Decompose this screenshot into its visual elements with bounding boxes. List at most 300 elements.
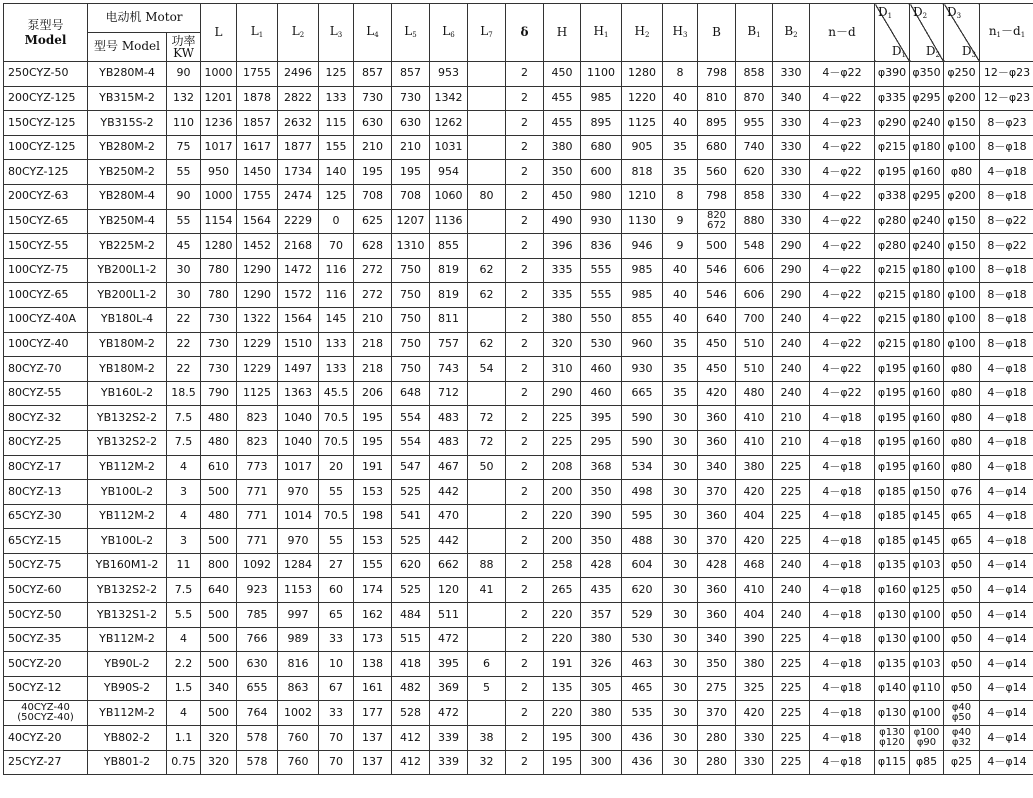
cell-H2: 529 [622, 603, 663, 628]
cell-L2: 997 [278, 603, 319, 628]
cell-H3: 30 [663, 406, 698, 431]
cell-L: 790 [201, 381, 237, 406]
cell-L7 [468, 111, 506, 136]
cell-L: 730 [201, 332, 237, 357]
cell-L: 500 [201, 701, 237, 726]
cell-L4: 210 [354, 135, 392, 160]
col-D1-header: $D_1$ $D_1$ [875, 4, 910, 62]
cell-L3: 70 [319, 726, 354, 751]
cell-motor-model: YB180M-2 [88, 357, 167, 382]
cell-D1: φ280 [875, 234, 910, 259]
col-delta-header: δ [506, 4, 544, 62]
cell-H: 455 [544, 111, 581, 136]
cell-H1: 980 [581, 184, 622, 209]
cell-delta: 2 [506, 430, 544, 455]
cell-L6: 954 [430, 160, 468, 185]
col-D3-header: $D_3$ $D_3$ [944, 4, 980, 62]
cell-L1: 771 [237, 480, 278, 505]
cell-L: 500 [201, 652, 237, 677]
cell-D1: φ185 [875, 504, 910, 529]
cell-delta: 2 [506, 381, 544, 406]
cell-motor-model: YB225M-2 [88, 234, 167, 259]
cell-motor-model: YB315M-2 [88, 86, 167, 111]
cell-power-kw: 11 [167, 553, 201, 578]
cell-motor-model: YB132S2-2 [88, 578, 167, 603]
cell-L3: 133 [319, 332, 354, 357]
cell-delta: 2 [506, 258, 544, 283]
cell-L7: 80 [468, 184, 506, 209]
cell-n1-d1: 8－φ18 [980, 258, 1033, 283]
cell-B: 350 [698, 652, 736, 677]
cell-L2: 1363 [278, 381, 319, 406]
cell-L4: 138 [354, 652, 392, 677]
cell-delta: 2 [506, 86, 544, 111]
cell-L1: 771 [237, 529, 278, 554]
cell-H: 380 [544, 307, 581, 332]
cell-L: 1000 [201, 184, 237, 209]
table-row [4, 381, 1033, 406]
cell-motor-model: YB200L1-2 [88, 283, 167, 308]
cell-pump-model: 200CYZ-125 [4, 86, 88, 111]
cell-D3: φ100 [944, 283, 980, 308]
cell-D3: φ80 [944, 357, 980, 382]
cell-H: 320 [544, 332, 581, 357]
cell-L7: 72 [468, 430, 506, 455]
cell-H: 258 [544, 553, 581, 578]
cell-L2: 2168 [278, 234, 319, 259]
cell-H1: 380 [581, 627, 622, 652]
cell-B1: 380 [736, 652, 773, 677]
cell-pump-model: 50CYZ-50 [4, 603, 88, 628]
cell-L5: 412 [392, 726, 430, 751]
cell-n-d: 4－φ22 [810, 184, 875, 209]
cell-H3: 30 [663, 603, 698, 628]
cell-H3: 30 [663, 750, 698, 775]
cell-B1: 410 [736, 430, 773, 455]
cell-B: 360 [698, 504, 736, 529]
cell-D3: φ65 [944, 504, 980, 529]
cell-L2: 1472 [278, 258, 319, 283]
cell-H1: 326 [581, 652, 622, 677]
cell-L5: 1207 [392, 209, 430, 234]
cell-H3: 35 [663, 135, 698, 160]
cell-B: 280 [698, 726, 736, 751]
cell-L7 [468, 627, 506, 652]
cell-L4: 206 [354, 381, 392, 406]
cell-L7: 32 [468, 750, 506, 775]
cell-L2: 1284 [278, 553, 319, 578]
cell-D2: φ100 [910, 627, 944, 652]
cell-L5: 528 [392, 701, 430, 726]
cell-n-d: 4－φ18 [810, 455, 875, 480]
cell-H3: 40 [663, 86, 698, 111]
cell-L4: 191 [354, 455, 392, 480]
cell-L6: 120 [430, 578, 468, 603]
cell-n-d: 4－φ18 [810, 480, 875, 505]
cell-n-d: 4－φ22 [810, 307, 875, 332]
cell-motor-model: YB160L-2 [88, 381, 167, 406]
cell-D1: φ135 [875, 553, 910, 578]
cell-L4: 218 [354, 332, 392, 357]
cell-L2: 989 [278, 627, 319, 652]
cell-L5: 554 [392, 430, 430, 455]
cell-L: 640 [201, 578, 237, 603]
pump-spec-table [3, 3, 1033, 775]
cell-L1: 630 [237, 652, 278, 677]
cell-L: 1000 [201, 62, 237, 87]
cell-H1: 600 [581, 160, 622, 185]
spec-table-body [4, 62, 1033, 775]
cell-D1: φ160 [875, 578, 910, 603]
cell-B2: 225 [773, 701, 810, 726]
cell-H2: 960 [622, 332, 663, 357]
cell-L5: 195 [392, 160, 430, 185]
cell-L2: 2229 [278, 209, 319, 234]
cell-H1: 295 [581, 430, 622, 455]
cell-L6: 855 [430, 234, 468, 259]
cell-D1: φ195 [875, 406, 910, 431]
cell-delta: 2 [506, 726, 544, 751]
cell-B1: 325 [736, 676, 773, 701]
cell-n-d: 4－φ22 [810, 357, 875, 382]
cell-n-d: 4－φ18 [810, 529, 875, 554]
cell-H: 335 [544, 283, 581, 308]
cell-B2: 330 [773, 160, 810, 185]
cell-L3: 33 [319, 701, 354, 726]
cell-n1-d1: 8－φ18 [980, 283, 1033, 308]
cell-B2: 330 [773, 111, 810, 136]
col-L6-header: $L_6$ [430, 4, 468, 62]
cell-n-d: 4－φ18 [810, 430, 875, 455]
cell-n1-d1: 4－φ14 [980, 553, 1033, 578]
cell-D1: φ195 [875, 160, 910, 185]
cell-L3: 70 [319, 750, 354, 775]
col-H-header: H [544, 4, 581, 62]
cell-delta: 2 [506, 455, 544, 480]
cell-B: 895 [698, 111, 736, 136]
cell-n1-d1: 8－φ22 [980, 209, 1033, 234]
cell-pump-model: 25CYZ-27 [4, 750, 88, 775]
cell-L2: 2496 [278, 62, 319, 87]
cell-n1-d1: 4－φ18 [980, 357, 1033, 382]
cell-B2: 240 [773, 578, 810, 603]
col-H2-header: $H_2$ [622, 4, 663, 62]
cell-D3: φ150 [944, 111, 980, 136]
col-L2-header: $L_2$ [278, 4, 319, 62]
motor-model-header: 型号 Model [88, 33, 167, 62]
table-row [4, 455, 1033, 480]
cell-L3: 20 [319, 455, 354, 480]
cell-L1: 578 [237, 750, 278, 775]
cell-D2: φ145 [910, 529, 944, 554]
cell-L: 320 [201, 750, 237, 775]
cell-D3: φ100 [944, 135, 980, 160]
cell-L6: 442 [430, 480, 468, 505]
table-row [4, 603, 1033, 628]
cell-L7 [468, 480, 506, 505]
cell-D3: φ50 [944, 676, 980, 701]
cell-D3: φ80 [944, 406, 980, 431]
cell-B2: 225 [773, 480, 810, 505]
cell-power-kw: 4 [167, 455, 201, 480]
cell-motor-model: YB280M-2 [88, 135, 167, 160]
cell-L7 [468, 603, 506, 628]
cell-B1: 880 [736, 209, 773, 234]
cell-H2: 488 [622, 529, 663, 554]
cell-B1: 404 [736, 603, 773, 628]
cell-n1-d1: 4－φ14 [980, 627, 1033, 652]
cell-L: 480 [201, 504, 237, 529]
cell-H1: 1100 [581, 62, 622, 87]
cell-B2: 330 [773, 209, 810, 234]
cell-B2: 240 [773, 381, 810, 406]
cell-L5: 515 [392, 627, 430, 652]
cell-H3: 35 [663, 381, 698, 406]
cell-motor-model: YB802-2 [88, 726, 167, 751]
table-row [4, 307, 1033, 332]
cell-L7: 62 [468, 332, 506, 357]
cell-B2: 340 [773, 86, 810, 111]
cell-motor-model: YB180L-4 [88, 307, 167, 332]
cell-L4: 137 [354, 726, 392, 751]
cell-B1: 420 [736, 529, 773, 554]
cell-B2: 240 [773, 332, 810, 357]
cell-B1: 740 [736, 135, 773, 160]
cell-delta: 2 [506, 553, 544, 578]
cell-L2: 2474 [278, 184, 319, 209]
cell-L1: 1290 [237, 283, 278, 308]
cell-L3: 33 [319, 627, 354, 652]
cell-delta: 2 [506, 62, 544, 87]
cell-power-kw: 0.75 [167, 750, 201, 775]
cell-power-kw: 18.5 [167, 381, 201, 406]
cell-B: 275 [698, 676, 736, 701]
cell-H1: 985 [581, 86, 622, 111]
col-nd-header: n－d [810, 4, 875, 62]
cell-L3: 115 [319, 111, 354, 136]
cell-n-d: 4－φ22 [810, 234, 875, 259]
cell-D3: φ100 [944, 307, 980, 332]
cell-n1-d1: 4－φ14 [980, 701, 1033, 726]
cell-L5: 482 [392, 676, 430, 701]
cell-B1: 700 [736, 307, 773, 332]
cell-B1: 480 [736, 381, 773, 406]
cell-H: 450 [544, 184, 581, 209]
cell-D3: φ250 [944, 62, 980, 87]
cell-n-d: 4－φ22 [810, 86, 875, 111]
cell-B1: 620 [736, 160, 773, 185]
cell-n1-d1: 4－φ18 [980, 406, 1033, 431]
cell-L5: 525 [392, 480, 430, 505]
cell-motor-model: YB160M1-2 [88, 553, 167, 578]
cell-B: 360 [698, 406, 736, 431]
cell-D3: φ80 [944, 430, 980, 455]
cell-L6: 511 [430, 603, 468, 628]
cell-B: 810 [698, 86, 736, 111]
cell-n1-d1: 4－φ14 [980, 726, 1033, 751]
cell-D2: φ150 [910, 480, 944, 505]
cell-L4: 730 [354, 86, 392, 111]
cell-D2: φ103 [910, 652, 944, 677]
cell-L3: 145 [319, 307, 354, 332]
cell-D3: φ200 [944, 184, 980, 209]
cell-H: 350 [544, 160, 581, 185]
cell-H2: 463 [622, 652, 663, 677]
cell-B1: 410 [736, 578, 773, 603]
cell-pump-model: 50CYZ-20 [4, 652, 88, 677]
table-row [4, 184, 1033, 209]
cell-B2: 240 [773, 357, 810, 382]
cell-H1: 435 [581, 578, 622, 603]
cell-L4: 155 [354, 553, 392, 578]
cell-L6: 811 [430, 307, 468, 332]
cell-L5: 750 [392, 258, 430, 283]
cell-B1: 955 [736, 111, 773, 136]
cell-D1: φ195 [875, 455, 910, 480]
cell-power-kw: 30 [167, 283, 201, 308]
cell-L7 [468, 504, 506, 529]
cell-H1: 395 [581, 406, 622, 431]
cell-L3: 27 [319, 553, 354, 578]
cell-delta: 2 [506, 406, 544, 431]
cell-pump-model: 80CYZ-55 [4, 381, 88, 406]
cell-pump-model: 150CYZ-125 [4, 111, 88, 136]
cell-L2: 760 [278, 750, 319, 775]
cell-delta: 2 [506, 627, 544, 652]
cell-pump-model: 250CYZ-50 [4, 62, 88, 87]
cell-L1: 764 [237, 701, 278, 726]
cell-L3: 70 [319, 234, 354, 259]
cell-H1: 300 [581, 726, 622, 751]
cell-B2: 330 [773, 62, 810, 87]
cell-L3: 116 [319, 258, 354, 283]
cell-D3: φ25 [944, 750, 980, 775]
cell-B2: 225 [773, 750, 810, 775]
cell-L3: 155 [319, 135, 354, 160]
cell-B: 560 [698, 160, 736, 185]
col-B1-header: $B_1$ [736, 4, 773, 62]
cell-B: 360 [698, 603, 736, 628]
cell-power-kw: 2.2 [167, 652, 201, 677]
cell-L5: 210 [392, 135, 430, 160]
cell-n-d: 4－φ18 [810, 701, 875, 726]
cell-D2: φ160 [910, 430, 944, 455]
table-row [4, 111, 1033, 136]
cell-D3: φ50 [944, 652, 980, 677]
cell-L6: 1262 [430, 111, 468, 136]
cell-L5: 525 [392, 578, 430, 603]
cell-H: 220 [544, 627, 581, 652]
cell-L3: 140 [319, 160, 354, 185]
cell-L4: 174 [354, 578, 392, 603]
cell-D2: φ85 [910, 750, 944, 775]
cell-L6: 757 [430, 332, 468, 357]
cell-H: 191 [544, 652, 581, 677]
spec-table-container [3, 3, 1033, 775]
cell-D2: φ100 [910, 603, 944, 628]
cell-L5: 1310 [392, 234, 430, 259]
cell-power-kw: 7.5 [167, 430, 201, 455]
cell-L1: 1290 [237, 258, 278, 283]
cell-L7: 5 [468, 676, 506, 701]
cell-L4: 628 [354, 234, 392, 259]
cell-H2: 930 [622, 357, 663, 382]
cell-L6: 743 [430, 357, 468, 382]
cell-B2: 225 [773, 676, 810, 701]
cell-L3: 55 [319, 529, 354, 554]
cell-D1: φ338 [875, 184, 910, 209]
cell-B2: 330 [773, 135, 810, 160]
cell-B1: 410 [736, 406, 773, 431]
cell-D1: φ130 φ120 [875, 726, 910, 751]
cell-L7 [468, 529, 506, 554]
cell-H1: 357 [581, 603, 622, 628]
cell-L6: 483 [430, 430, 468, 455]
cell-L4: 153 [354, 529, 392, 554]
cell-H1: 550 [581, 307, 622, 332]
cell-delta: 2 [506, 160, 544, 185]
cell-n1-d1: 8－φ18 [980, 307, 1033, 332]
cell-H3: 8 [663, 184, 698, 209]
cell-L3: 65 [319, 603, 354, 628]
cell-H1: 350 [581, 529, 622, 554]
cell-D2: φ180 [910, 258, 944, 283]
cell-D3: φ80 [944, 160, 980, 185]
cell-D1: φ130 [875, 627, 910, 652]
cell-n1-d1: 4－φ18 [980, 455, 1033, 480]
cell-n-d: 4－φ22 [810, 332, 875, 357]
cell-D2: φ160 [910, 455, 944, 480]
cell-L7 [468, 62, 506, 87]
cell-L2: 1153 [278, 578, 319, 603]
cell-H: 380 [544, 135, 581, 160]
cell-delta: 2 [506, 234, 544, 259]
cell-L3: 67 [319, 676, 354, 701]
cell-B2: 240 [773, 603, 810, 628]
cell-H1: 555 [581, 258, 622, 283]
table-row [4, 701, 1033, 726]
cell-L5: 648 [392, 381, 430, 406]
cell-L3: 70.5 [319, 430, 354, 455]
cell-L7 [468, 209, 506, 234]
cell-motor-model: YB112M-2 [88, 701, 167, 726]
cell-H3: 30 [663, 553, 698, 578]
cell-D2: φ160 [910, 357, 944, 382]
cell-L: 730 [201, 357, 237, 382]
cell-H3: 30 [663, 529, 698, 554]
cell-B1: 606 [736, 283, 773, 308]
cell-L6: 953 [430, 62, 468, 87]
cell-L7 [468, 701, 506, 726]
cell-D3: φ100 [944, 258, 980, 283]
cell-delta: 2 [506, 307, 544, 332]
cell-L5: 525 [392, 529, 430, 554]
cell-D2: φ145 [910, 504, 944, 529]
cell-H2: 604 [622, 553, 663, 578]
cell-H2: 530 [622, 627, 663, 652]
cell-B2: 225 [773, 726, 810, 751]
table-row [4, 234, 1033, 259]
cell-B: 546 [698, 258, 736, 283]
cell-pump-model: 80CYZ-125 [4, 160, 88, 185]
cell-H: 450 [544, 62, 581, 87]
cell-power-kw: 90 [167, 184, 201, 209]
cell-L4: 162 [354, 603, 392, 628]
cell-L5: 750 [392, 357, 430, 382]
cell-L3: 10 [319, 652, 354, 677]
cell-L: 480 [201, 406, 237, 431]
cell-motor-model: YB250M-4 [88, 209, 167, 234]
